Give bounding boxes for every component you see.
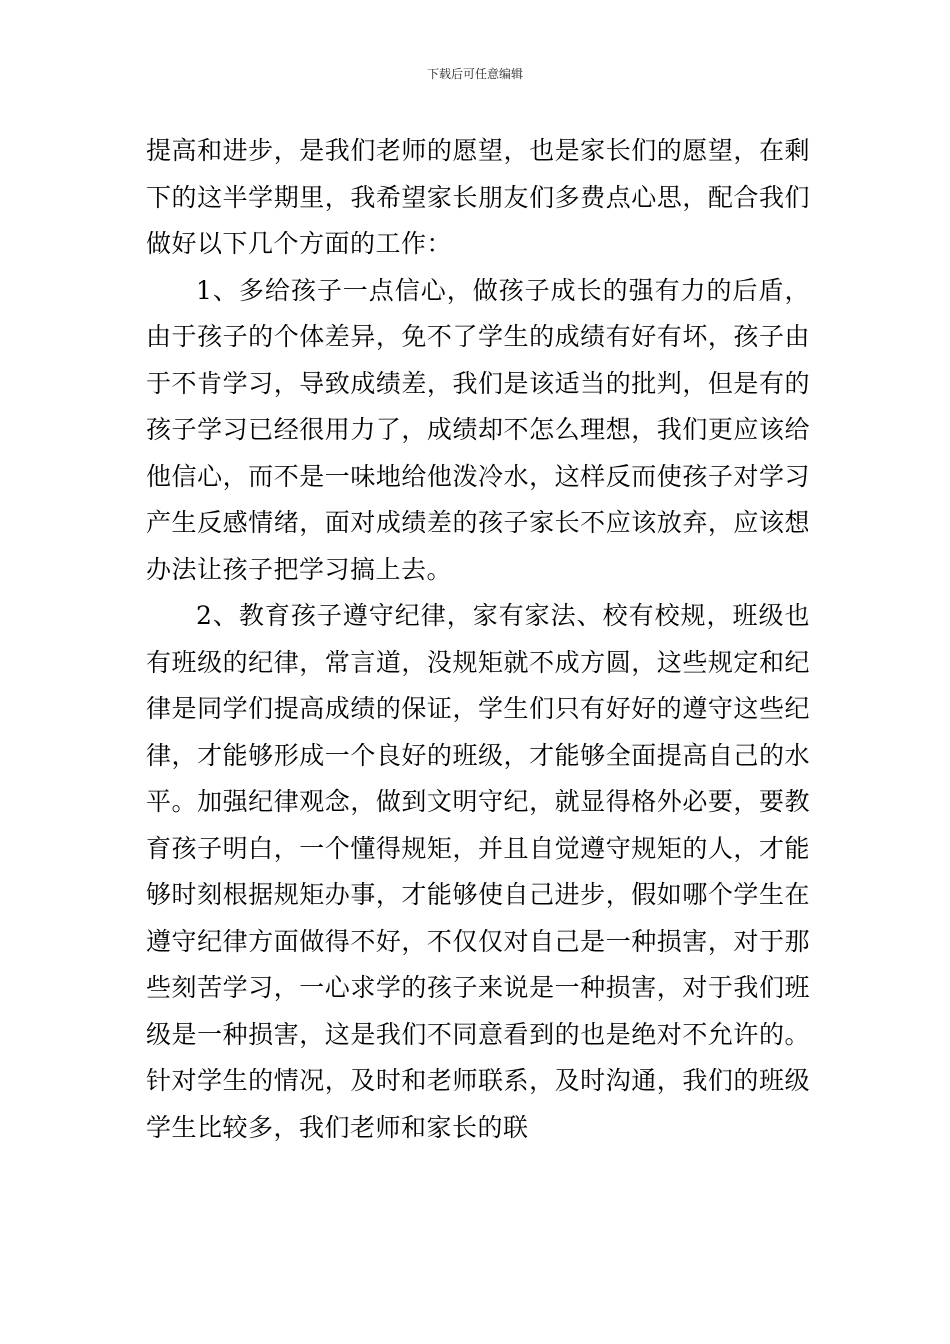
paragraph-intro: 提高和进步，是我们老师的愿望，也是家长们的愿望，在剩下的这半学期里，我希望家长朋友们多费点心思，配合我们做好以下几个方面的工作： <box>146 136 810 258</box>
paragraph-item-2: 2、教育孩子遵守纪律，家有家法、校有校规，班级也有班级的纪律，常言道，没规矩就不成方圆，这些规定和纪律是同学们提高成绩的保证，学生们只有好好的遵守这些纪律，才能够形成一个良好的班级，才能够全面提高自己的水平。加强纪律观念，做到文明守纪，就显得格外必要，要教育孩子明白，一个懂得规矩，并且自觉遵守规矩的人，才能够时刻根据规矩办事，才能够使自己进步，假如哪个学生在遵守纪律方面做得不好，不仅仅对自己是一种损害，对于那些刻苦学习，一心求学的孩子来说是一种损害，对于我们班级是一种损害，这是我们不同意看到的也是绝对不允许的。针对学生的情况，及时和老师联系，及时沟通，我们的班级学生比较多，我们老师和家长的联 <box>146 601 810 1142</box>
document-body <box>146 128 810 1151</box>
paragraph-item-1: 1、多给孩子一点信心，做孩子成长的强有力的后盾，由于孩子的个体差异，免不了学生的成绩有好有坏，孩子由于不肯学习，导致成绩差，我们是该适当的批判，但是有的孩子学习已经很用力了，成绩却不怎么理想，我们更应该给他信心，而不是一味地给他泼冷水，这样反而使孩子对学习产生反感情绪，面对成绩差的孩子家长不应该放弃，应该想办法让孩子把学习搞上去。 <box>146 275 810 584</box>
page-header: 下载后可任意编辑 <box>426 67 523 81</box>
